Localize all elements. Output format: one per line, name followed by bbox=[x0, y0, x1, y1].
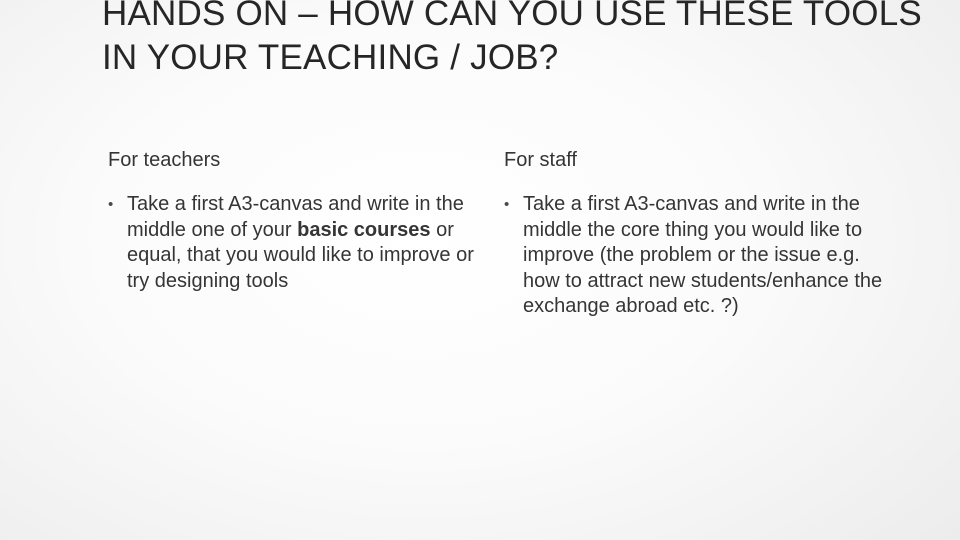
staff-bullet-text: Take a first A3-canvas and write in the middle the core thing you would like to improve (the problem or the issue e.g. how to attract new students/enhance the exchange abroad etc. ?) bbox=[523, 193, 883, 317]
staff-column bbox=[504, 147, 884, 320]
teachers-column bbox=[108, 147, 478, 294]
teachers-bullet-text-end: or equal, that you would like to improve or try designing tools bbox=[127, 218, 474, 292]
bullet-icon: • bbox=[504, 196, 510, 213]
bullet-icon: • bbox=[108, 196, 114, 213]
teachers-bullet-item bbox=[108, 192, 478, 294]
staff-heading: For staff bbox=[504, 149, 577, 171]
teachers-bullet-bold-text: basic courses bbox=[297, 218, 431, 241]
teachers-heading: For teachers bbox=[108, 149, 221, 171]
slide-title: HANDS ON – HOW CAN YOU USE THESE TOOLS IN YOUR TEACHING / JOB? bbox=[102, 0, 922, 77]
staff-bullet-item bbox=[504, 192, 884, 320]
teachers-bullet-text-start: Take a first A3-canvas and write in the middle one of your bbox=[127, 193, 464, 241]
